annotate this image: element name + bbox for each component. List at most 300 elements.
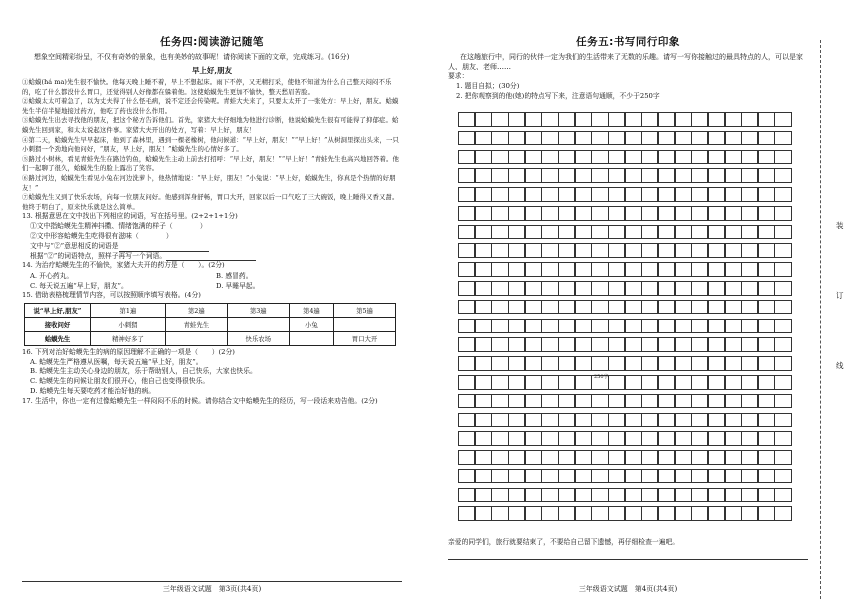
grid-cell[interactable]: [691, 281, 708, 296]
grid-cell[interactable]: [508, 337, 525, 352]
grid-cell[interactable]: [691, 243, 708, 258]
grid-cell[interactable]: [525, 300, 542, 315]
grid-cell[interactable]: [625, 131, 642, 146]
grid-cell[interactable]: [575, 168, 592, 183]
grid-cell[interactable]: [491, 431, 508, 446]
grid-cell[interactable]: [625, 356, 642, 371]
grid-cell[interactable]: [741, 187, 758, 202]
grid-cell[interactable]: [625, 394, 642, 409]
grid-cell[interactable]: [541, 206, 558, 221]
grid-cell[interactable]: [591, 488, 608, 503]
grid-cell[interactable]: [525, 150, 542, 165]
grid-cell[interactable]: [691, 112, 708, 127]
grid-cell[interactable]: [458, 506, 475, 521]
grid-cell[interactable]: [575, 413, 592, 428]
grid-cell[interactable]: [491, 131, 508, 146]
grid-cell[interactable]: [708, 469, 725, 484]
grid-cell[interactable]: [774, 150, 791, 165]
grid-cell[interactable]: [741, 150, 758, 165]
grid-cell[interactable]: [608, 281, 625, 296]
grid-cell[interactable]: [575, 150, 592, 165]
grid-cell[interactable]: [608, 375, 625, 390]
grid-cell[interactable]: [591, 337, 608, 352]
grid-cell[interactable]: [691, 262, 708, 277]
grid-cell[interactable]: [658, 187, 675, 202]
grid-cell[interactable]: [508, 300, 525, 315]
grid-cell[interactable]: [625, 262, 642, 277]
grid-cell[interactable]: [575, 488, 592, 503]
grid-cell[interactable]: [508, 225, 525, 240]
grid-cell[interactable]: [725, 206, 742, 221]
grid-cell[interactable]: [475, 150, 492, 165]
grid-cell[interactable]: [758, 488, 775, 503]
grid-cell[interactable]: [608, 243, 625, 258]
grid-cell[interactable]: [774, 375, 791, 390]
grid-cell[interactable]: [774, 262, 791, 277]
grid-cell[interactable]: [541, 150, 558, 165]
grid-cell[interactable]: [708, 356, 725, 371]
grid-cell[interactable]: [675, 150, 692, 165]
grid-cell[interactable]: [741, 506, 758, 521]
grid-cell[interactable]: [758, 450, 775, 465]
grid-cell[interactable]: [741, 225, 758, 240]
grid-cell[interactable]: [758, 225, 775, 240]
grid-cell[interactable]: [658, 243, 675, 258]
grid-cell[interactable]: [774, 337, 791, 352]
grid-cell[interactable]: [725, 187, 742, 202]
grid-cell[interactable]: [691, 431, 708, 446]
grid-cell[interactable]: [641, 131, 658, 146]
grid-cell[interactable]: [558, 506, 575, 521]
grid-cell[interactable]: [625, 488, 642, 503]
grid-cell[interactable]: [691, 488, 708, 503]
grid-cell[interactable]: [774, 168, 791, 183]
grid-cell[interactable]: [475, 206, 492, 221]
grid-cell[interactable]: [458, 187, 475, 202]
grid-cell[interactable]: [708, 506, 725, 521]
grid-cell[interactable]: [675, 375, 692, 390]
grid-cell[interactable]: [774, 488, 791, 503]
grid-cell[interactable]: [725, 375, 742, 390]
grid-cell[interactable]: [691, 413, 708, 428]
grid-cell[interactable]: [625, 281, 642, 296]
grid-cell[interactable]: [608, 206, 625, 221]
grid-cell[interactable]: [725, 450, 742, 465]
grid-cell[interactable]: [691, 300, 708, 315]
grid-cell[interactable]: [541, 187, 558, 202]
grid-cell[interactable]: [458, 394, 475, 409]
grid-cell[interactable]: [608, 187, 625, 202]
grid-cell[interactable]: [708, 243, 725, 258]
option-b[interactable]: B. 感冒药。: [216, 272, 253, 281]
grid-cell[interactable]: [725, 356, 742, 371]
option-a[interactable]: A. 蛤蟆先生严格遵从医嘱，每天说五遍“早上好，朋友”。: [30, 357, 203, 366]
grid-cell[interactable]: [741, 394, 758, 409]
grid-cell[interactable]: [725, 168, 742, 183]
grid-cell[interactable]: [591, 131, 608, 146]
grid-cell[interactable]: [475, 225, 492, 240]
grid-cell[interactable]: [491, 413, 508, 428]
grid-cell[interactable]: [491, 243, 508, 258]
grid-cell[interactable]: [525, 131, 542, 146]
grid-cell[interactable]: [658, 206, 675, 221]
grid-cell[interactable]: [508, 450, 525, 465]
grid-cell[interactable]: [725, 243, 742, 258]
option-d[interactable]: D. 蛤蟆先生每天要吃药才能治好他的病。: [30, 387, 156, 396]
grid-cell[interactable]: [525, 319, 542, 334]
grid-cell[interactable]: [741, 413, 758, 428]
grid-cell[interactable]: [708, 168, 725, 183]
grid-cell[interactable]: [525, 469, 542, 484]
grid-cell[interactable]: [658, 356, 675, 371]
grid-cell[interactable]: [758, 150, 775, 165]
grid-cell[interactable]: [525, 394, 542, 409]
grid-cell[interactable]: [591, 150, 608, 165]
grid-cell[interactable]: [541, 375, 558, 390]
grid-cell[interactable]: [491, 375, 508, 390]
grid-cell[interactable]: [525, 168, 542, 183]
grid-cell[interactable]: [708, 206, 725, 221]
grid-cell[interactable]: [558, 337, 575, 352]
grid-cell[interactable]: [725, 431, 742, 446]
grid-cell[interactable]: [725, 225, 742, 240]
grid-cell[interactable]: [774, 206, 791, 221]
grid-cell[interactable]: [641, 506, 658, 521]
grid-cell[interactable]: [541, 319, 558, 334]
grid-cell[interactable]: [725, 319, 742, 334]
grid-cell[interactable]: [758, 243, 775, 258]
grid-cell[interactable]: [708, 375, 725, 390]
grid-cell[interactable]: [491, 300, 508, 315]
grid-cell[interactable]: [774, 225, 791, 240]
grid-cell[interactable]: [625, 413, 642, 428]
grid-cell[interactable]: [575, 394, 592, 409]
grid-cell[interactable]: [458, 488, 475, 503]
grid-cell[interactable]: [608, 262, 625, 277]
grid-cell[interactable]: [774, 506, 791, 521]
grid-cell[interactable]: [675, 450, 692, 465]
grid-cell[interactable]: [475, 243, 492, 258]
grid-cell[interactable]: [541, 394, 558, 409]
grid-cell[interactable]: [658, 262, 675, 277]
grid-cell[interactable]: [708, 319, 725, 334]
grid-cell[interactable]: [725, 506, 742, 521]
grid-cell[interactable]: [508, 262, 525, 277]
grid-cell[interactable]: [591, 356, 608, 371]
grid-cell[interactable]: [491, 319, 508, 334]
grid-cell[interactable]: [491, 488, 508, 503]
grid-cell[interactable]: [558, 262, 575, 277]
grid-cell[interactable]: [641, 112, 658, 127]
grid-cell[interactable]: [658, 225, 675, 240]
grid-cell[interactable]: [591, 206, 608, 221]
grid-cell[interactable]: [641, 450, 658, 465]
grid-cell[interactable]: [508, 150, 525, 165]
grid-cell[interactable]: [675, 469, 692, 484]
grid-cell[interactable]: [658, 319, 675, 334]
grid-cell[interactable]: [491, 262, 508, 277]
grid-cell[interactable]: [708, 112, 725, 127]
grid-cell[interactable]: [625, 319, 642, 334]
grid-cell[interactable]: [691, 394, 708, 409]
grid-cell[interactable]: [675, 337, 692, 352]
grid-cell[interactable]: [591, 431, 608, 446]
grid-cell[interactable]: [708, 281, 725, 296]
grid-cell[interactable]: [758, 300, 775, 315]
grid-cell[interactable]: [475, 488, 492, 503]
grid-cell[interactable]: [608, 337, 625, 352]
grid-cell[interactable]: [558, 281, 575, 296]
grid-cell[interactable]: [725, 337, 742, 352]
grid-cell[interactable]: [508, 375, 525, 390]
grid-cell[interactable]: [475, 469, 492, 484]
grid-cell[interactable]: [458, 150, 475, 165]
grid-cell[interactable]: [558, 319, 575, 334]
grid-cell[interactable]: [708, 413, 725, 428]
grid-cell[interactable]: [491, 356, 508, 371]
grid-cell[interactable]: [725, 131, 742, 146]
grid-cell[interactable]: [741, 469, 758, 484]
grid-cell[interactable]: [541, 262, 558, 277]
grid-cell[interactable]: [675, 300, 692, 315]
grid-cell[interactable]: [475, 300, 492, 315]
table-cell[interactable]: [289, 331, 333, 345]
grid-cell[interactable]: [525, 225, 542, 240]
option-c[interactable]: C. 蛤蟆先生的问候让朋友们很开心，他自己也变得很快乐。: [30, 377, 210, 386]
grid-cell[interactable]: [625, 187, 642, 202]
grid-cell[interactable]: [575, 469, 592, 484]
grid-cell[interactable]: [625, 243, 642, 258]
grid-cell[interactable]: [491, 450, 508, 465]
grid-cell[interactable]: [541, 356, 558, 371]
grid-cell[interactable]: [758, 469, 775, 484]
grid-cell[interactable]: [508, 431, 525, 446]
grid-cell[interactable]: [608, 413, 625, 428]
grid-cell[interactable]: [525, 413, 542, 428]
grid-cell[interactable]: [541, 506, 558, 521]
grid-cell[interactable]: [741, 488, 758, 503]
grid-cell[interactable]: [558, 206, 575, 221]
grid-cell[interactable]: [575, 131, 592, 146]
grid-cell[interactable]: [774, 469, 791, 484]
grid-cell[interactable]: [691, 450, 708, 465]
grid-cell[interactable]: [758, 413, 775, 428]
grid-cell[interactable]: [541, 413, 558, 428]
grid-cell[interactable]: [691, 150, 708, 165]
grid-cell[interactable]: [641, 413, 658, 428]
grid-cell[interactable]: [675, 168, 692, 183]
grid-cell[interactable]: [508, 206, 525, 221]
table-cell[interactable]: [334, 317, 396, 331]
grid-cell[interactable]: [558, 168, 575, 183]
grid-cell[interactable]: [675, 319, 692, 334]
grid-cell[interactable]: [508, 243, 525, 258]
grid-cell[interactable]: [475, 375, 492, 390]
grid-cell[interactable]: [691, 168, 708, 183]
option-b[interactable]: B. 蛤蟆先生主动关心身边的朋友，乐于帮助别人，自己快乐，大家也快乐。: [30, 367, 257, 376]
grid-cell[interactable]: [558, 112, 575, 127]
grid-cell[interactable]: [541, 168, 558, 183]
grid-cell[interactable]: [508, 112, 525, 127]
grid-cell[interactable]: [458, 450, 475, 465]
grid-cell[interactable]: [708, 450, 725, 465]
grid-cell[interactable]: [591, 243, 608, 258]
grid-cell[interactable]: [625, 112, 642, 127]
grid-cell[interactable]: [625, 375, 642, 390]
grid-cell[interactable]: [774, 394, 791, 409]
grid-cell[interactable]: [708, 187, 725, 202]
grid-cell[interactable]: [725, 413, 742, 428]
grid-cell[interactable]: [641, 243, 658, 258]
grid-cell[interactable]: [741, 300, 758, 315]
grid-cell[interactable]: [708, 431, 725, 446]
grid-cell[interactable]: [591, 413, 608, 428]
grid-cell[interactable]: [541, 225, 558, 240]
grid-cell[interactable]: [491, 337, 508, 352]
grid-cell[interactable]: [558, 187, 575, 202]
grid-cell[interactable]: [458, 281, 475, 296]
grid-cell[interactable]: [541, 112, 558, 127]
grid-cell[interactable]: [625, 225, 642, 240]
grid-cell[interactable]: [608, 469, 625, 484]
grid-cell[interactable]: [541, 431, 558, 446]
grid-cell[interactable]: [741, 450, 758, 465]
grid-cell[interactable]: [641, 225, 658, 240]
grid-cell[interactable]: [758, 112, 775, 127]
grid-cell[interactable]: [675, 206, 692, 221]
grid-cell[interactable]: [525, 375, 542, 390]
grid-cell[interactable]: [741, 375, 758, 390]
grid-cell[interactable]: [658, 413, 675, 428]
grid-cell[interactable]: [758, 394, 775, 409]
grid-cell[interactable]: [525, 206, 542, 221]
grid-cell[interactable]: [558, 488, 575, 503]
grid-cell[interactable]: [591, 225, 608, 240]
grid-cell[interactable]: [675, 112, 692, 127]
grid-cell[interactable]: [541, 488, 558, 503]
grid-cell[interactable]: [691, 356, 708, 371]
grid-cell[interactable]: [458, 319, 475, 334]
grid-cell[interactable]: [774, 431, 791, 446]
grid-cell[interactable]: [641, 281, 658, 296]
grid-cell[interactable]: [758, 187, 775, 202]
grid-cell[interactable]: [708, 394, 725, 409]
grid-cell[interactable]: [641, 206, 658, 221]
grid-cell[interactable]: [741, 431, 758, 446]
grid-cell[interactable]: [774, 187, 791, 202]
grid-cell[interactable]: [541, 300, 558, 315]
grid-cell[interactable]: [675, 187, 692, 202]
grid-cell[interactable]: [525, 506, 542, 521]
grid-cell[interactable]: [774, 319, 791, 334]
grid-cell[interactable]: [641, 394, 658, 409]
grid-cell[interactable]: [558, 450, 575, 465]
grid-cell[interactable]: [541, 131, 558, 146]
grid-cell[interactable]: [575, 356, 592, 371]
grid-cell[interactable]: [558, 431, 575, 446]
grid-cell[interactable]: [508, 413, 525, 428]
grid-cell[interactable]: [525, 337, 542, 352]
grid-cell[interactable]: [625, 337, 642, 352]
grid-cell[interactable]: [741, 337, 758, 352]
grid-cell[interactable]: [625, 450, 642, 465]
grid-cell[interactable]: [758, 281, 775, 296]
grid-cell[interactable]: [675, 225, 692, 240]
grid-cell[interactable]: [591, 112, 608, 127]
grid-cell[interactable]: [641, 300, 658, 315]
grid-cell[interactable]: [508, 469, 525, 484]
grid-cell[interactable]: [758, 506, 775, 521]
grid-cell[interactable]: [725, 112, 742, 127]
option-c[interactable]: C. 每天说五遍“早上好，朋友”。: [30, 282, 128, 291]
grid-cell[interactable]: [625, 150, 642, 165]
grid-cell[interactable]: [741, 206, 758, 221]
grid-cell[interactable]: [591, 187, 608, 202]
grid-cell[interactable]: [608, 225, 625, 240]
grid-cell[interactable]: [491, 281, 508, 296]
grid-cell[interactable]: [575, 300, 592, 315]
grid-cell[interactable]: [525, 262, 542, 277]
grid-cell[interactable]: [641, 356, 658, 371]
grid-cell[interactable]: [675, 488, 692, 503]
grid-cell[interactable]: [608, 506, 625, 521]
grid-cell[interactable]: [491, 225, 508, 240]
grid-cell[interactable]: [658, 131, 675, 146]
grid-cell[interactable]: [758, 356, 775, 371]
grid-cell[interactable]: [641, 431, 658, 446]
grid-cell[interactable]: [475, 168, 492, 183]
grid-cell[interactable]: [641, 262, 658, 277]
grid-cell[interactable]: [508, 356, 525, 371]
grid-cell[interactable]: [708, 225, 725, 240]
grid-cell[interactable]: [558, 131, 575, 146]
grid-cell[interactable]: [691, 225, 708, 240]
grid-cell[interactable]: [591, 319, 608, 334]
grid-cell[interactable]: [608, 150, 625, 165]
grid-cell[interactable]: [691, 131, 708, 146]
grid-cell[interactable]: [491, 187, 508, 202]
grid-cell[interactable]: [675, 243, 692, 258]
grid-cell[interactable]: [774, 300, 791, 315]
grid-cell[interactable]: [741, 168, 758, 183]
grid-cell[interactable]: [675, 506, 692, 521]
grid-cell[interactable]: [608, 300, 625, 315]
grid-cell[interactable]: [608, 356, 625, 371]
grid-cell[interactable]: [675, 413, 692, 428]
grid-cell[interactable]: [625, 206, 642, 221]
grid-cell[interactable]: [758, 262, 775, 277]
grid-cell[interactable]: [725, 488, 742, 503]
grid-cell[interactable]: [525, 356, 542, 371]
grid-cell[interactable]: [725, 300, 742, 315]
grid-cell[interactable]: [658, 375, 675, 390]
grid-cell[interactable]: [575, 450, 592, 465]
grid-cell[interactable]: [541, 243, 558, 258]
grid-cell[interactable]: [475, 413, 492, 428]
grid-cell[interactable]: [675, 262, 692, 277]
grid-cell[interactable]: [558, 375, 575, 390]
grid-cell[interactable]: [658, 112, 675, 127]
grid-cell[interactable]: [658, 300, 675, 315]
grid-cell[interactable]: [691, 337, 708, 352]
grid-cell[interactable]: [458, 413, 475, 428]
grid-cell[interactable]: [658, 431, 675, 446]
grid-cell[interactable]: [641, 168, 658, 183]
grid-cell[interactable]: [608, 319, 625, 334]
grid-cell[interactable]: [691, 506, 708, 521]
grid-cell[interactable]: [591, 506, 608, 521]
grid-cell[interactable]: [558, 394, 575, 409]
